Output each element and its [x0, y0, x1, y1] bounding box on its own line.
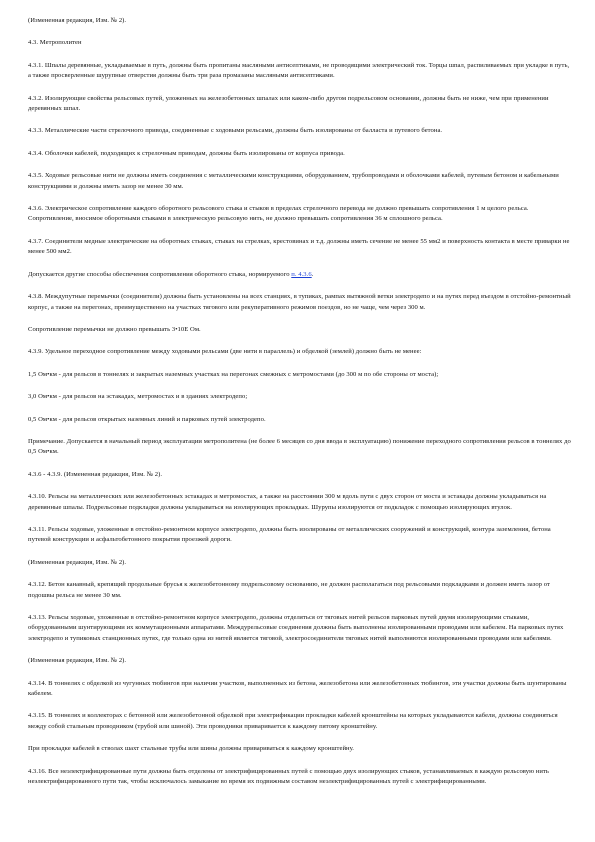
clause-4-3-6: 4.3.6. Электрическое сопротивление каждого оборотного рельсового стыка и стыков в пределах стрелочного перевода не должно превышать сопротивления 1 м целого рельса. Сопротивление, вносимое оборотными стыками в электрическую рельсовую нить, не должно превышать сопротивления 36 м сплошного рельса. — [28, 205, 529, 223]
clause-4-3-13: 4.3.13. Рельсы ходовые, уложенные в отстойно-ремонтном корпусе электродепо, должны отделяться от тяговых нитей рельсов парковых путей двумя изолирующими стыками, оборудованными шунтирующими их коммутационными аппаратами. Междурельсовые соединения должны быть выполнены изолированными проводами или кабелем. На парковых путях электродепо и тупиковых станционных путях, где только одна из нитей является тяговой, электросоединители тяговых нитей выполняются изолированными проводами или кабелями. — [28, 614, 564, 642]
shaft-cable-paragraph: При прокладке кабелей в стволах шахт стальные трубы или шины должны привариваться к каждому кронштейну. — [28, 745, 354, 753]
clause-4-3-4: 4.3.4. Оболочки кабелей, подходящих к стрелочным приводам, должны быть изолированы от корпуса привода. — [28, 149, 345, 157]
clause-4-3-3: 4.3.3. Металлические части стрелочного привода, соединенные с ходовыми рельсами, должны быть изолированы от балласта и путевого бетона. — [28, 127, 443, 135]
resistance-overpasses: 3,0 Ом•км - для рельсов на эстакадах, метромостах и в зданиях электродепо; — [28, 393, 248, 401]
clause-reference-link[interactable]: п. 4.3.6 — [291, 270, 312, 278]
clause-4-3-12: 4.3.12. Бетон канавный, крепящий продольные брусья к железобетонному подрельсовому основанию, не должен располагаться под рельсовыми подкладками и должен иметь зазор от подошвы рельса не менее 30 мм. — [28, 581, 550, 599]
clause-4-3-16: 4.3.16. Все неэлектрифицированные пути должны быть отделены от электрифицированных путей с помощью двух изолирующих стыков, устанавливаемых в каждую рельсовую нить неэлектрифицированного пути так, чтобы исключалось замыкание во время их подвижным составом неэлектрифицированных путей с электрифицированными. — [28, 767, 549, 786]
resistance-open-lines: 0,5 Ом•км - для рельсов открытых наземных линий и парковых путей электродепо. — [28, 415, 266, 423]
link-suffix-text: . — [311, 270, 314, 278]
paragraph-with-link — [28, 270, 571, 280]
clause-4-3-5: 4.3.5. Ходовые рельсовые нити не должны иметь соединения с металлическими конструкциями, оборудованием, трубопроводами и оболочками кабелей, путевым бетоном и кабельными конструкциями и должны иметь зазор не менее 30 мм. — [28, 172, 559, 190]
revision-note: 4.3.6 - 4.3.9. (Измененная редакция, Изм. № 2). — [28, 470, 163, 478]
clause-4-3-1: 4.3.1. Шпалы деревянные, укладываемые в путь, должны быть пропитаны масляными антисептиками, не проводящими электрический ток. Торцы шпал, распиливаемых при укладке в путь, а также просверленные шурупные отверстия должны быть три раза промазаны масляными антисептиками. — [28, 61, 570, 80]
clause-4-3-8: 4.3.8. Междупутные перемычки (соединители) должны быть установлены на всех станциях, в тупиках, рампах вытяжной ветки электродепо и на путях перед въездом в отстойно-ремонтный корпус, а также на перегонах, преимущественно на участках тягового или рекуперативного режимов поездов, но не чаще, чем через 300 м. — [28, 293, 571, 311]
jumper-resistance-note: Сопротивление перемычки не должно превышать 3•10Е Ом. — [28, 325, 201, 333]
resistance-tunnels: 1,5 Ом•км - для рельсов в тоннелях и закрытых наземных участках на перегонах смежных с метромостами (до 300 м по обе стороны от моста); — [28, 370, 439, 378]
revision-note: (Измененная редакция, Изм. № 2). — [28, 657, 127, 665]
clause-4-3-2: 4.3.2. Изолирующие свойства рельсовых путей, уложенных на железобетонных шпалах или каком-либо другом подрельсовом основании, должны быть не ниже, чем при применении деревянных шпал. — [28, 94, 549, 113]
revision-note: (Измененная редакция, Изм. № 2). — [28, 558, 127, 566]
clause-4-3-11: 4.3.11. Рельсы ходовые, уложенные в отстойно-ремонтном корпусе электродепо, должны быть изолированы от металлических сооружений и конструкций, контура заземления, бетона путевой конструкции и асфальтобетонного покрытия проезжей дороги. — [28, 525, 551, 544]
clause-4-3-9: 4.3.9. Удельное переходное сопротивление между ходовыми рельсами (две нити в параллель) и обделкой (землей) должно быть не менее: — [28, 348, 422, 356]
link-prefix-text: Допускается другие способы обеспечения сопротивления оборотного стыка, нормируемого — [28, 270, 292, 278]
clause-4-3-14: 4.3.14. В тоннелях с обделкой из чугунных тюбингов при наличии участков, выполненных из бетона, железобетона или железобетонных тюбингов, эти участки должны быть шунтированы кабелем. — [28, 679, 567, 698]
clause-4-3-7: 4.3.7. Соединители медные электрические на оборотных стыках, стыках на стрелках, крестовинах и т.д. должны иметь сечение не менее 55 мм2 и поверхность контакта в месте приварки не менее 500 мм2. — [28, 237, 570, 256]
clause-4-3-10: 4.3.10. Рельсы на металлических или железобетонных эстакадах и метромостах, а также на расстоянии 300 м вдоль пути с двух сторон от моста и эстакады должны укладываться на деревянные шпалы. Подрельсовые подкладки должны укладываться на изолирующих прокладках. Шурупы изолируются от подкладок с помощью изолирующих втулок. — [28, 493, 547, 511]
note-paragraph: Примечание. Допускается в начальный период эксплуатации метрополитена (не более 6 месяцев со дня ввода в эксплуатацию) понижение переходного сопротивления рельсов в тоннелях до 0,5 Ом•км. — [28, 437, 571, 456]
revision-note: (Измененная редакция, Изм. № 2). — [28, 17, 127, 24]
clause-4-3-15: 4.3.15. В тоннелях и коллекторах с бетонной или железобетонной обделкой при электрификации прокладки кабелей кронштейны на которых укладываются кабели, должны соединяться между собой стальным проводником (трубой или шиной). Эти проводники приваривается к каждому пятому кронштейну. — [28, 712, 558, 730]
section-heading: 4.3. Метрополитен — [28, 39, 82, 47]
